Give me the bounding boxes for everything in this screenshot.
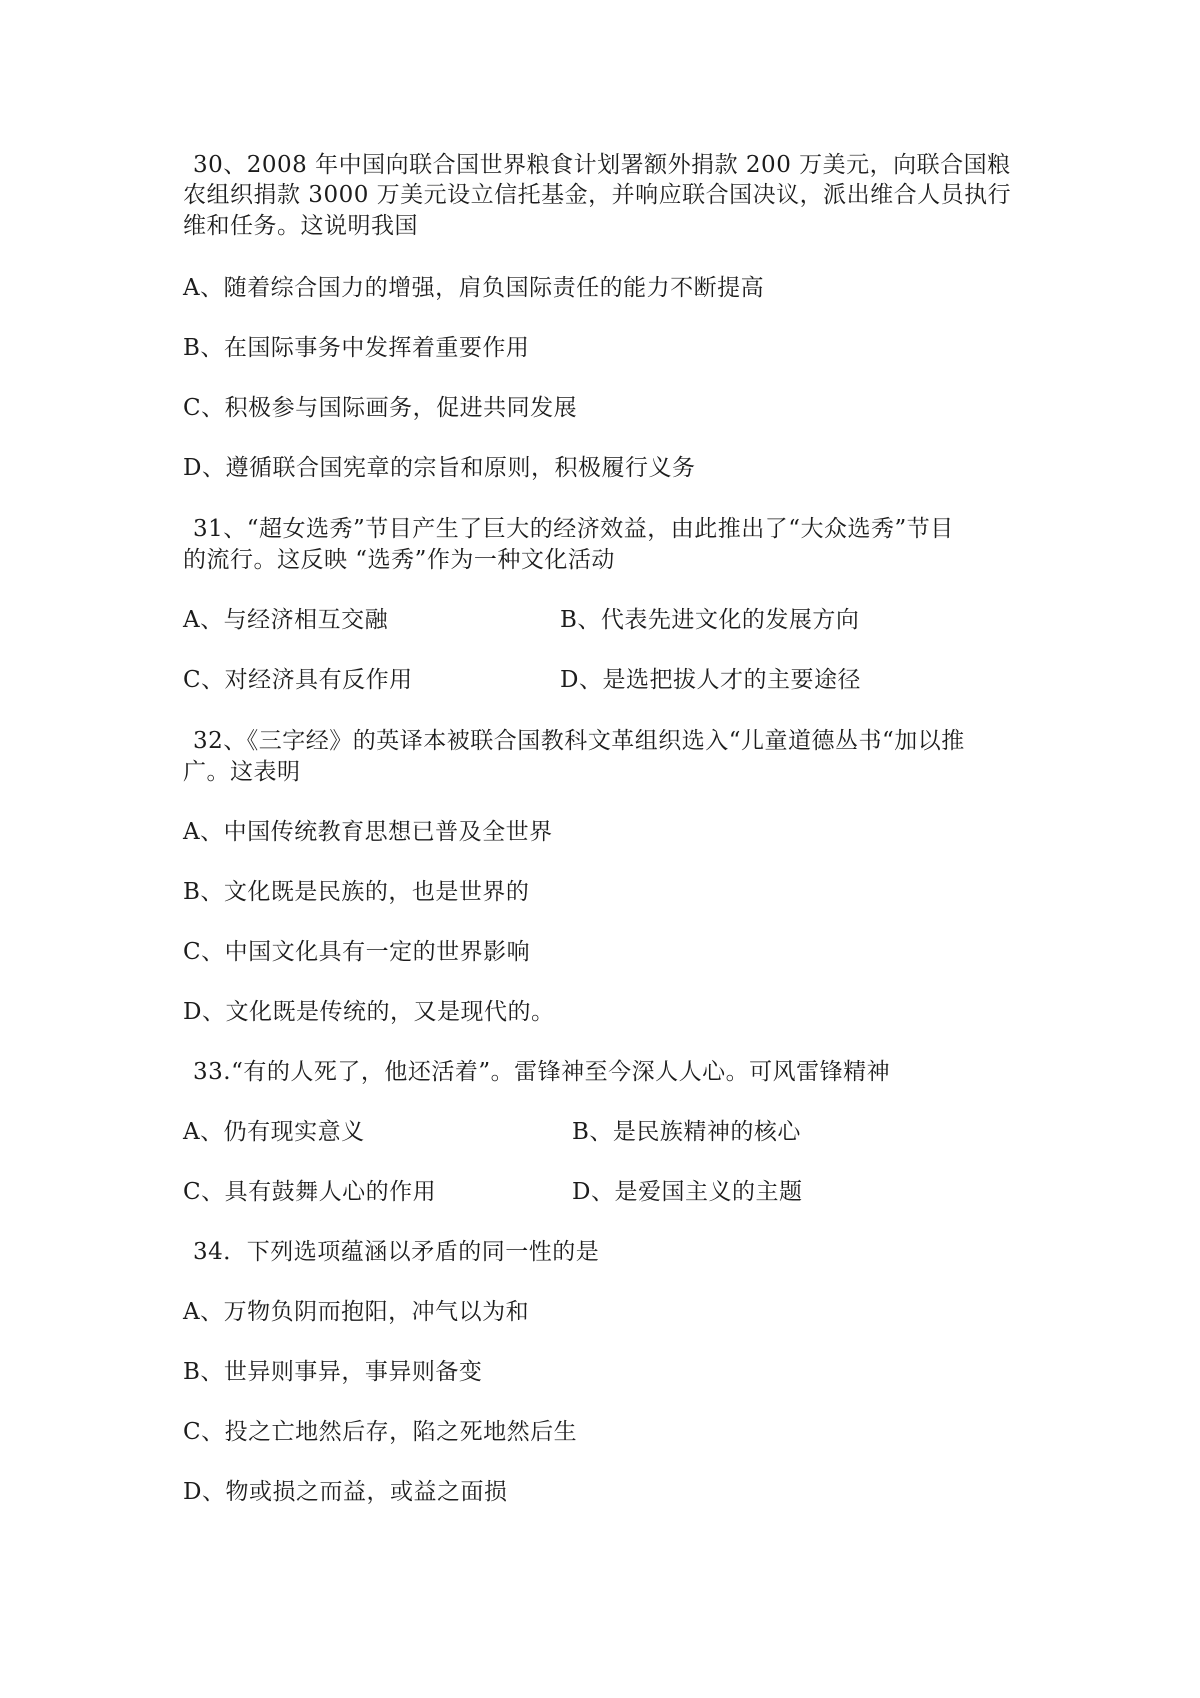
question-32-option-a: A、中国传统教育思想已普及全世界 xyxy=(183,819,553,845)
question-32-option-c: C、中国文化具有一定的世界影响 xyxy=(183,939,531,965)
question-32-option-d: D、文化既是传统的，又是现代的。 xyxy=(183,999,555,1025)
question-31-option-c: C、对经济具有反作用 xyxy=(183,667,413,693)
question-30-stem-line-1: 30、2008 年中国向联合国世界粮食计划署额外捐款 200 万美元，向联合国粮 xyxy=(193,152,1011,178)
question-30-stem-line-2: 农组织捐款 3000 万美元设立信托基金，并响应联合国决议，派出维合人员执行 xyxy=(183,182,1012,208)
question-33-option-a: A、仍有现实意义 xyxy=(183,1119,365,1145)
question-30-option-c: C、积极参与国际画务，促进共同发展 xyxy=(183,395,578,421)
question-31-stem-line-1: 31、“超女选秀”节目产生了巨大的经济效益，由此推出了“大众选秀”节目 xyxy=(193,516,954,542)
question-34-option-a: A、万物负阴而抱阳，冲气以为和 xyxy=(183,1299,530,1325)
question-33-stem-line-1: 33.“有的人死了，他还活着”。雷锋神至今深人人心。可风雷锋精神 xyxy=(193,1059,891,1085)
question-32-option-b: B、文化既是民族的，也是世界的 xyxy=(183,879,530,905)
question-31-option-a: A、与经济相互交融 xyxy=(183,607,389,633)
question-31-option-b: B、代表先进文化的发展方向 xyxy=(560,607,860,633)
question-33-option-c: C、具有鼓舞人心的作用 xyxy=(183,1179,437,1205)
question-34-option-c: C、投之亡地然后存，陷之死地然后生 xyxy=(183,1419,578,1445)
question-30-stem-line-3: 维和任务。这说明我国 xyxy=(183,213,418,239)
question-34-option-b: B、世异则事异，事异则备变 xyxy=(183,1359,483,1385)
question-33-option-d: D、是爱国主义的主题 xyxy=(572,1179,803,1205)
question-30-option-b: B、在国际事务中发挥着重要作用 xyxy=(183,335,530,361)
question-34-option-d: D、物或损之而益，或益之面损 xyxy=(183,1479,508,1505)
question-34-stem-line-1: 34．下列选项蕴涵以矛盾的同一性的是 xyxy=(193,1239,600,1265)
question-31-option-d: D、是选把拔人才的主要途径 xyxy=(560,667,861,693)
question-32-stem-line-1: 32、《三字经》的英译本被联合国教科文革组织选入“儿童道德丛书“加以推 xyxy=(193,728,965,754)
question-33-option-b: B、是民族精神的核心 xyxy=(572,1119,801,1145)
question-30-option-a: A、随着综合国力的增强，肩负国际责任的能力不断提高 xyxy=(183,275,765,301)
question-32-stem-line-2: 广。这表明 xyxy=(183,759,301,785)
question-31-stem-line-2: 的流行。这反映 “选秀”作为一种文化活动 xyxy=(183,547,615,573)
question-30-option-d: D、遵循联合国宪章的宗旨和原则，积极履行义务 xyxy=(183,455,696,481)
